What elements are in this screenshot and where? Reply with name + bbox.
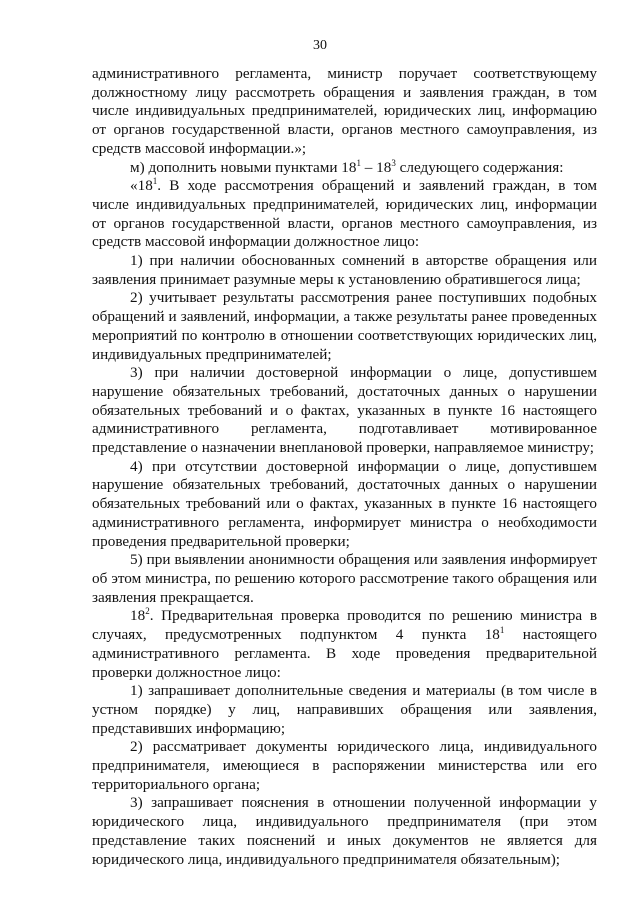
paragraph-text: «18 — [130, 177, 153, 195]
paragraph-text: 1) при наличии обоснованных сомнений в авторстве обращения или заявления принимает разумные меры к установлению обратившегося лица; — [92, 252, 597, 288]
superscript: 1 — [499, 625, 505, 636]
paragraph-text: 5) при выявлении анонимности обращения или заявления информирует об этом министра, по решению которого рассмотрение такого обращения или заявления прекращается. — [92, 551, 597, 606]
paragraph-text: м) дополнить новыми пунктами 18 — [130, 158, 357, 176]
paragraph-text: 3) запрашивает пояснения в отношении полученной информации у юридического лица, индивидуального предпринимателя (при этом представление таких пояснений и иных документов не является для юридического лица, индивидуального предпринимателя обязательным); — [92, 794, 597, 868]
paragraph — [92, 794, 597, 869]
paragraph-text: 18 — [130, 607, 146, 625]
paragraph-text: 4) при отсутствии достоверной информации о лице, допустившем нарушение обязательных требований, достаточных данных о нарушении обязательных требований или о фактах, указанных в пункте 16 настоящего административного регламента, информирует министра о необходимости проведения предварительной проверки; — [92, 457, 597, 550]
paragraph-text: – 18 — [360, 158, 392, 176]
superscript: 1 — [152, 176, 158, 187]
paragraph — [92, 551, 597, 607]
paragraph — [92, 177, 597, 252]
paragraph — [92, 364, 597, 458]
paragraph-text: следующего содержания: — [395, 158, 564, 176]
paragraph — [92, 682, 597, 738]
paragraph-text: 2) рассматривает документы юридического лица, индивидуального предпринимателя, имеющиеся в распоряжении министерства или его территориального органа; — [92, 738, 597, 793]
superscript: 1 — [356, 157, 361, 168]
paragraph-text: . В ходе рассмотрения обращений и заявлений граждан, в том числе индивидуальных предпринимателей, юридических лиц, информации от органов государственной власти, органов местного самоуправления, из средств массовой информации должностное лицо: — [92, 177, 597, 251]
paragraph — [92, 738, 597, 794]
paragraph — [92, 252, 597, 289]
paragraph-text: 2) учитывает результаты рассмотрения ранее поступивших подобных обращений и заявлений, информации, а также результаты ранее проведенных мероприятий по контролю в отношении соответствующих юридических лиц, индивидуальных предпринимателей; — [92, 289, 597, 363]
paragraph — [92, 289, 597, 364]
paragraph — [92, 607, 597, 682]
paragraph-text: настоящего административного регламента. В ходе проведения предварительной проверки должностное лицо: — [92, 626, 597, 681]
superscript: 2 — [145, 606, 150, 617]
page-number: 30 — [313, 38, 327, 53]
paragraph — [92, 458, 597, 552]
paragraph — [92, 65, 597, 159]
document-body — [92, 65, 597, 869]
paragraph-text: . Предварительная проверка проводится по решению министра в случаях, предусмотренных подпунктом 4 пункта 18 — [92, 607, 597, 644]
superscript: 3 — [391, 157, 396, 168]
paragraph — [92, 159, 597, 178]
paragraph-text: 1) запрашивает дополнительные сведения и материалы (в том числе в устном порядке) у лиц, направивших обращения или заявления, представивших информацию; — [92, 682, 597, 737]
paragraph-text: 3) при наличии достоверной информации о лице, допустившем нарушение обязательных требований, достаточных данных о нарушении обязательных требований и о фактах, указанных в пункте 16 настоящего административного регламента, подготавливает мотивированное представление о назначении внеплановой проверки, направляемое министру; — [92, 364, 597, 457]
paragraph-text: административного регламента, министр поручает соответствующему должностному лицу рассмотреть обращения и заявления граждан, в том числе индивидуальных предпринимателей, юридических лиц, информацию от органов государственной власти, органов местного самоуправления, из средств массовой информации.»; — [92, 65, 597, 157]
